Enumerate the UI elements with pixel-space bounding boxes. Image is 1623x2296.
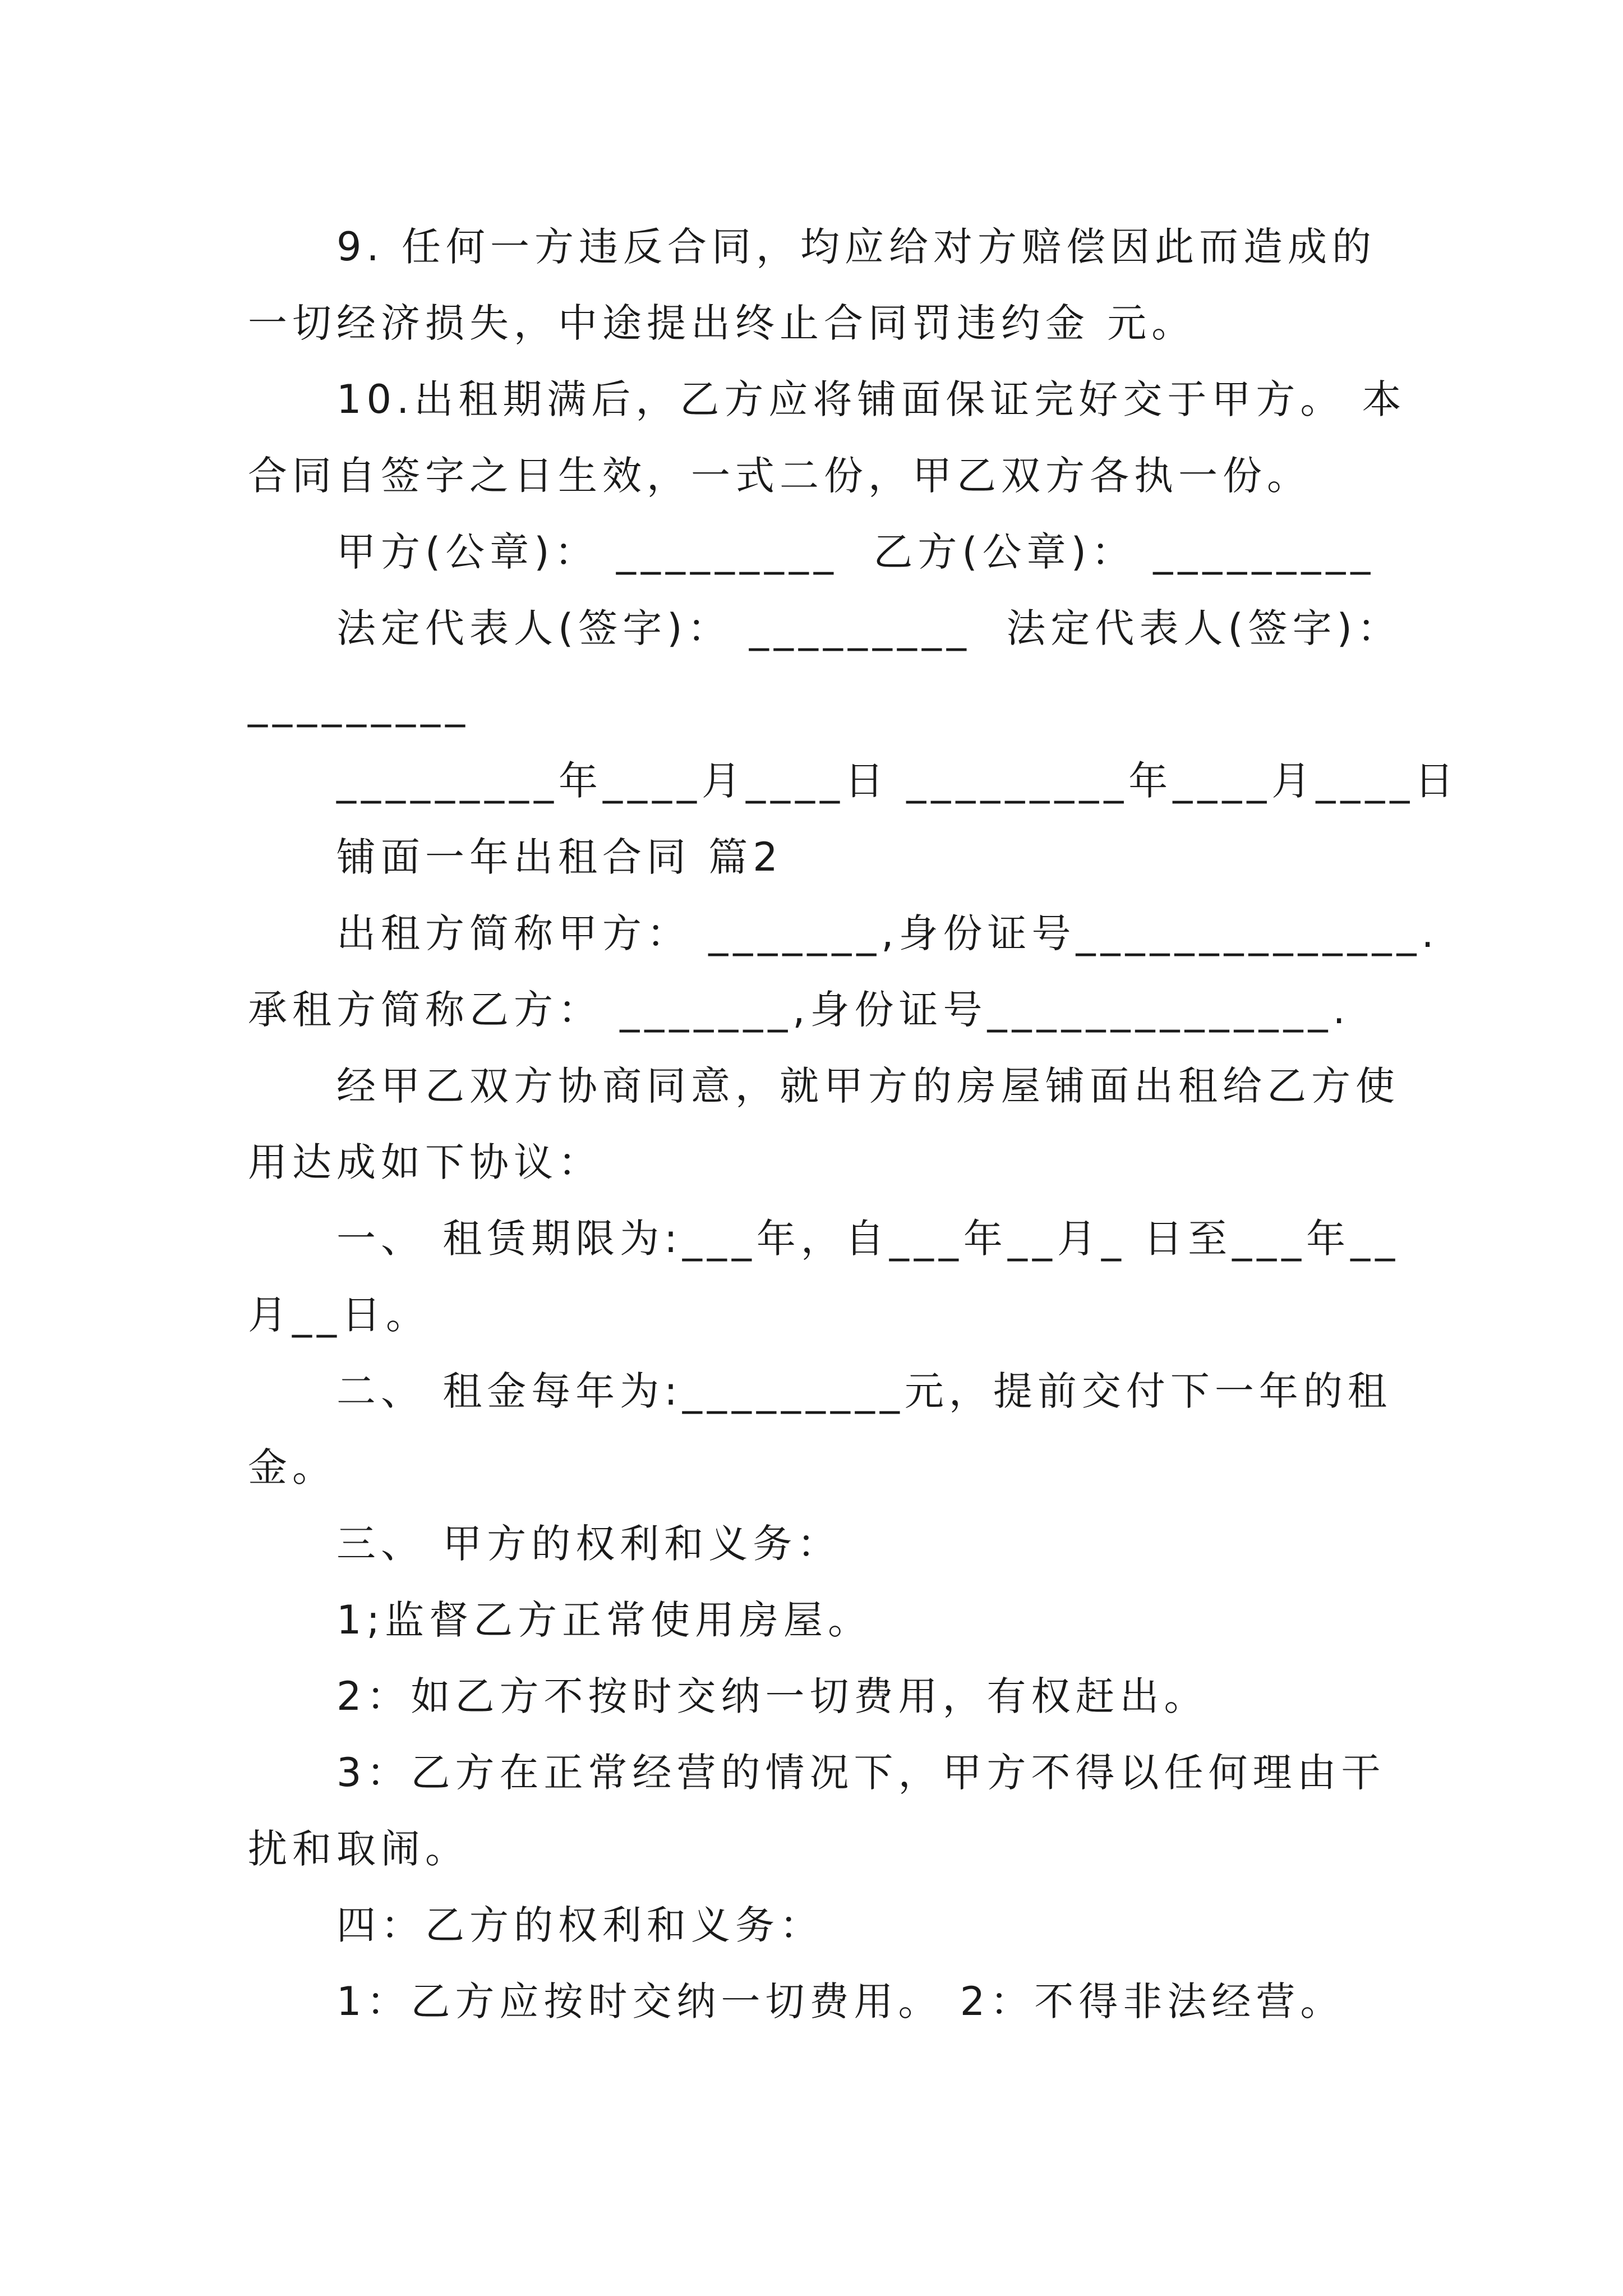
lessor-line: 出租方简称甲方： _______,身份证号______________.	[336, 910, 1439, 956]
term-line-2: 月__日。	[248, 1292, 430, 1338]
seal-line: 甲方(公章)： _________ 乙方(公章)： _________	[336, 529, 1376, 575]
representative-blank: _________	[248, 682, 470, 728]
clause-9-line-1: 9. 任何一方违反合同，均应给对方赔偿因此而造成的	[336, 224, 1377, 270]
rent-line-2: 金。	[248, 1444, 336, 1490]
rent-line-1: 二、 租金每年为:_________元，提前交付下一年的租	[336, 1368, 1392, 1414]
lessee-rights-items: 1：乙方应按时交纳一切费用。 2：不得非法经营。	[336, 1978, 1345, 2024]
clause-9-line-2: 一切经济损失，中途提出终止合同罚违约金 元。	[248, 300, 1196, 346]
section-title: 铺面一年出租合同 篇2	[336, 834, 783, 880]
lessee-line: 承租方简称乙方： _______,身份证号______________.	[248, 987, 1350, 1033]
clause-10-line-1: 10.出租期满后，乙方应将铺面保证完好交于甲方。 本	[336, 376, 1407, 422]
lessor-right-3-line-1: 3：乙方在正常经营的情况下，甲方不得以任何理由干	[336, 1750, 1386, 1796]
lessor-right-2: 2：如乙方不按时交纳一切费用，有权赶出。	[336, 1673, 1209, 1719]
lessee-rights-heading: 四：乙方的权利和义务：	[336, 1902, 824, 1948]
agreement-line-2: 用达成如下协议：	[248, 1139, 602, 1185]
lessor-right-3-line-2: 扰和取闹。	[248, 1826, 469, 1872]
agreement-line-1: 经甲乙双方协商同意，就甲方的房屋铺面出租给乙方使	[336, 1063, 1400, 1109]
representative-line: 法定代表人(签字)： _________ 法定代表人(签字)：	[336, 605, 1401, 651]
lessor-right-1: 1;监督乙方正常使用房屋。	[336, 1597, 873, 1643]
clause-10-line-2: 合同自签字之日生效，一式二份，甲乙双方各执一份。	[248, 453, 1311, 499]
term-line-1: 一、 租赁期限为:___年，自___年__月_ 日至___年__	[336, 1216, 1400, 1262]
lessor-rights-heading: 三、 甲方的权利和义务：	[336, 1521, 842, 1567]
date-line: _________年____月____日 _________年____月____日	[336, 758, 1459, 804]
